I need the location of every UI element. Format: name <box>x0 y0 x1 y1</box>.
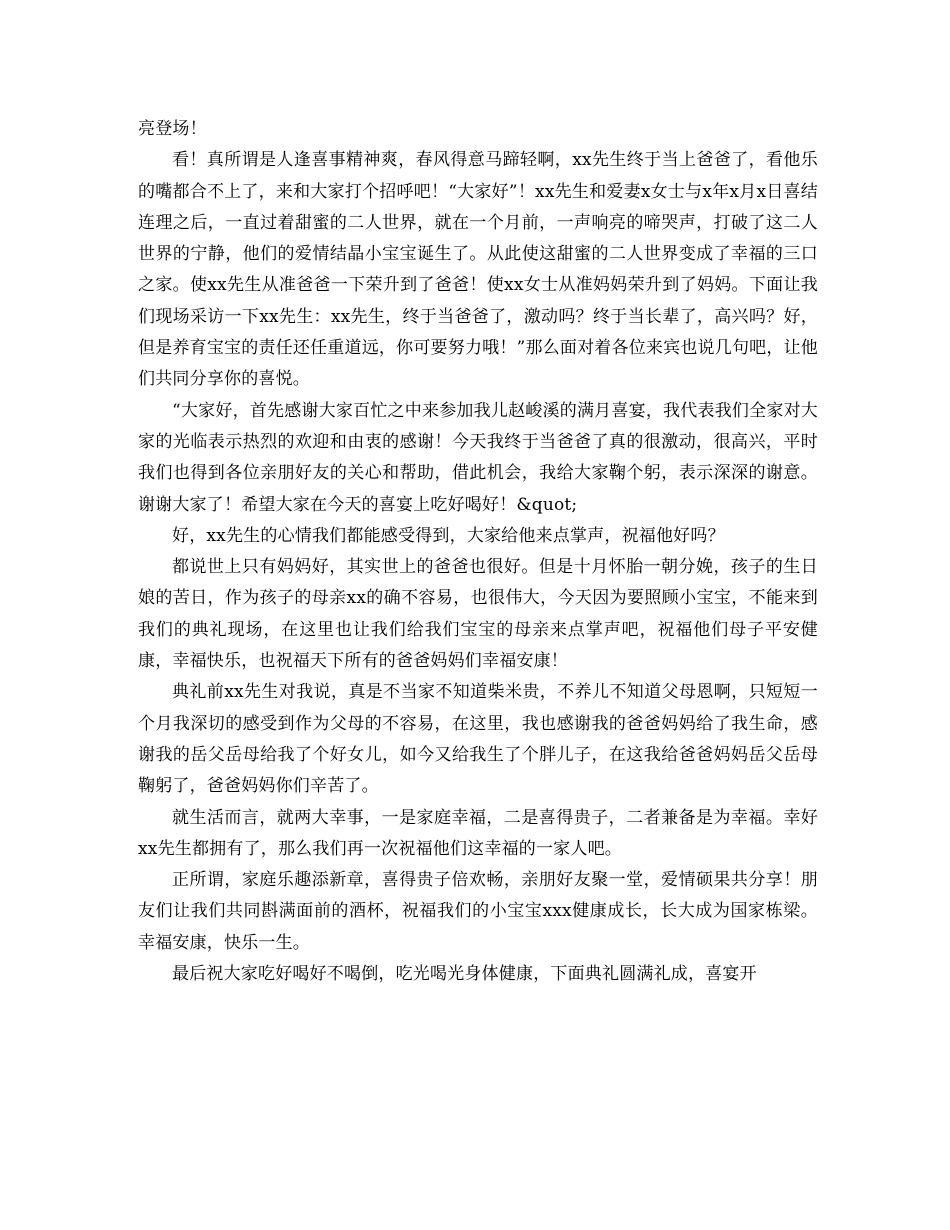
paragraph-applause-request: 好，xx先生的心情我们都能感受得到，大家给他来点掌声，祝福他好吗？ <box>172 525 725 546</box>
paragraph-parents-gratitude: 典礼前xx先生对我说，真是不当家不知道柴米贵，不养儿不知道父母恩啊，只短短一个月我深切的感受到作为父母的不容易，在这里，我也感谢我的爸爸妈妈给了我生命，感谢我的岳父岳母给我了个好女儿，如今又给我生了个胖儿子，在这我给爸爸妈妈岳父岳母鞠躬了，爸爸妈妈你们辛苦了。 <box>138 682 818 797</box>
paragraph-mother-tribute: 都说世上只有妈妈好，其实世上的爸爸也很好。但是十月怀胎一朝分娩，孩子的生日娘的苦日，作为孩子的母亲xx的确不容易，也很伟大，今天因为要照顾小宝宝，不能来到我们的典礼现场，在这里也让我们给我们宝宝的母亲来点掌声吧，祝福他们母子平安健康，幸福快乐，也祝福天下所有的爸爸妈妈们幸福安康！ <box>138 557 818 672</box>
paragraph-toast: 正所谓，家庭乐趣添新章，喜得贵子倍欢畅，亲朋好友聚一堂，爱情硕果共分享！朋友们让我们共同斟满面前的酒杯，祝福我们的小宝宝xxx健康成长，长大成为国家栋梁。幸福安康，快乐一生。 <box>138 870 818 953</box>
paragraph-closing: 最后祝大家吃好喝好不喝倒，吃光喝光身体健康，下面典礼圆满礼成，喜宴开 <box>172 964 757 985</box>
paragraph-happiness: 就生活而言，就两大幸事，一是家庭幸福，二是喜得贵子，二者兼备是为幸福。幸好xx先生都拥有了，那么我们再一次祝福他们这幸福的一家人吧。 <box>138 807 818 859</box>
paragraph-continuation: 亮登场！ <box>138 119 207 139</box>
document-body <box>138 114 818 990</box>
paragraph-host-announcement: 看！真所谓是人逢喜事精神爽，春风得意马蹄轻啊，xx先生终于当上爸爸了，看他乐的嘴都合不上了，来和大家打个招呼吧！“大家好”！xx先生和爱妻x女士与x年x月x日喜结连理之后，一直过着甜蜜的二人世界，就在一个月前，一声响亮的啼哭声，打破了这二人世界的宁静，他们的爱情结晶小宝宝诞生了。从此使这甜蜜的二人世界变成了幸福的三口之家。使xx先生从准爸爸一下荣升到了爸爸！使xx女士从准妈妈荣升到了妈妈。下面让我们现场采访一下xx先生：xx先生，终于当爸爸了，激动吗？终于当长辈了，高兴吗？好，但是养育宝宝的责任还任重道远，你可要努力哦！”那么面对着各位来宾也说几句吧，让他们共同分享你的喜悦。 <box>138 150 818 390</box>
paragraph-father-speech: “大家好，首先感谢大家百忙之中来参加我儿赵峻溪的满月喜宴，我代表我们全家对大家的光临表示热烈的欢迎和由衷的感谢！今天我终于当爸爸了真的很激动，很高兴，平时我们也得到各位亲朋好友的关心和帮助，借此机会，我给大家鞠个躬，表示深深的谢意。谢谢大家了！希望大家在今天的喜宴上吃好喝好！&quot; <box>138 400 818 515</box>
